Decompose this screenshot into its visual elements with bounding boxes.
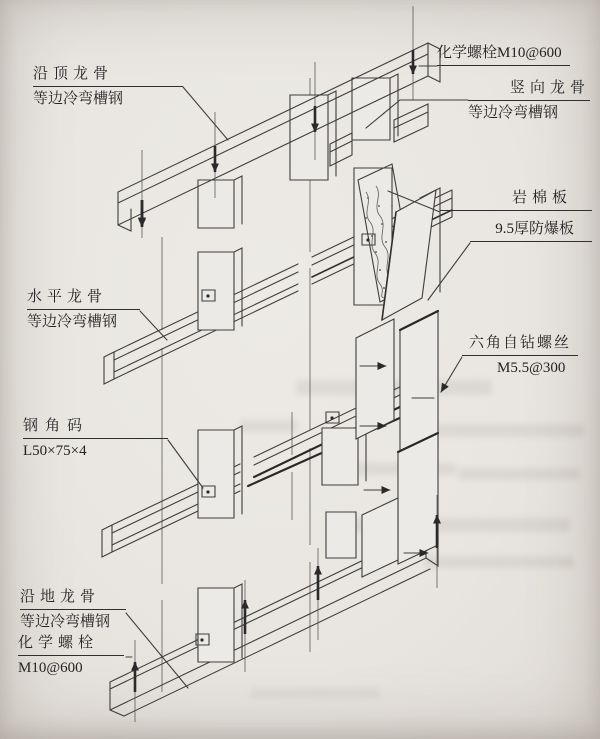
label-text: 沿地龙骨 bbox=[20, 589, 126, 610]
label-text: 竖向龙骨 bbox=[468, 80, 590, 101]
centerlines bbox=[162, 78, 310, 692]
label-text: 化学螺栓M10@600 bbox=[437, 45, 570, 66]
label-text: M5.5@300 bbox=[497, 360, 566, 376]
label-text: 等边冷弯槽钢 bbox=[33, 91, 124, 107]
label-angle-bracket bbox=[23, 418, 168, 460]
face-panels bbox=[356, 311, 438, 577]
stud-segment bbox=[198, 426, 242, 518]
label-rock-wool bbox=[440, 190, 592, 211]
label-text: 等边冷弯槽钢 bbox=[27, 314, 118, 330]
stud-segment bbox=[326, 512, 356, 558]
leader-top-track bbox=[183, 87, 228, 140]
label-text: 沿顶龙骨 bbox=[33, 66, 183, 87]
label-blast-board bbox=[470, 221, 592, 242]
leader-blast-board bbox=[428, 243, 470, 300]
leader-screw bbox=[441, 357, 462, 392]
label-text: 六角自钻螺丝 bbox=[462, 335, 578, 356]
label-floor-track bbox=[20, 589, 126, 631]
label-text: L50×75×4 bbox=[23, 443, 87, 459]
label-text: 水平龙骨 bbox=[27, 289, 140, 310]
label-text: M10@600 bbox=[18, 660, 83, 676]
label-text: 钢角码 bbox=[23, 418, 168, 439]
stud-segment bbox=[290, 91, 336, 180]
label-chemical-bolt-top bbox=[437, 45, 570, 66]
stud-segment bbox=[198, 248, 242, 330]
label-horizontal-stud bbox=[27, 289, 140, 331]
label-text: 化学螺栓 bbox=[18, 635, 124, 656]
label-top-track bbox=[33, 66, 183, 108]
label-vertical-stud bbox=[468, 80, 590, 122]
stud-segment bbox=[198, 584, 242, 662]
label-self-drilling-screw bbox=[462, 335, 578, 377]
label-text: 等边冷弯槽钢 bbox=[468, 105, 559, 121]
label-text: 等边冷弯槽钢 bbox=[20, 614, 111, 630]
label-text: 岩棉板 bbox=[440, 190, 592, 211]
label-chemical-bolt-bottom bbox=[18, 635, 124, 677]
label-text: 9.5厚防爆板 bbox=[470, 221, 592, 242]
leader-horizontal-stud bbox=[140, 311, 167, 340]
